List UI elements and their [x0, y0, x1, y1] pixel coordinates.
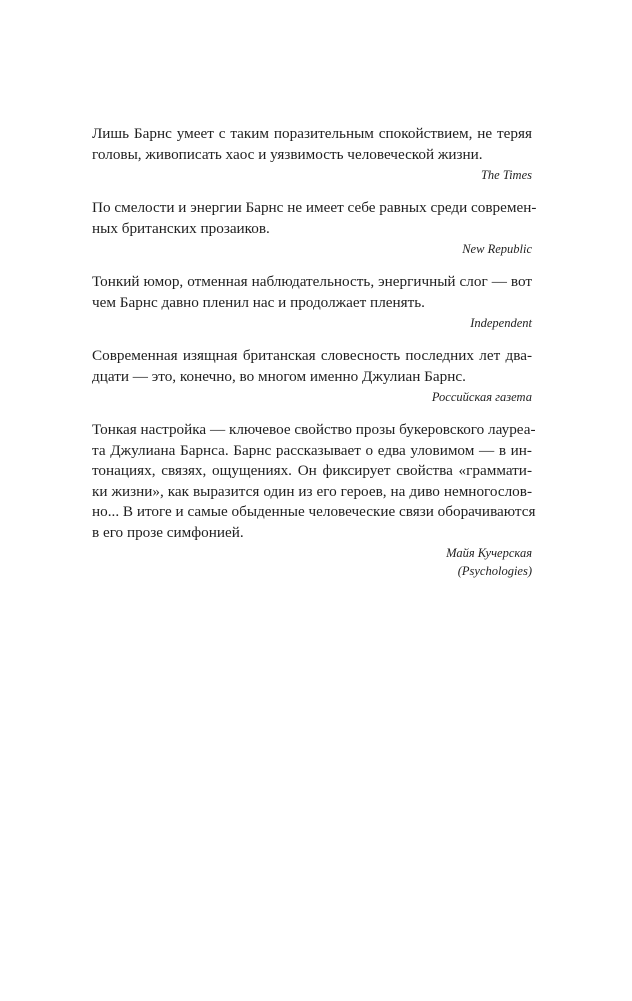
source-line: New Republic: [462, 242, 532, 256]
quote-text: [92, 124, 532, 165]
book-page: [92, 124, 537, 594]
quote-line: Тонкая настройка — ключевое свойство прозы букеровского лауреа-: [92, 421, 536, 438]
quote-line: чем Барнс давно пленил нас и продолжает пленять.: [92, 293, 425, 311]
quote-source: [92, 388, 532, 406]
quote-line: ки жизни», как выразится один из его героев, на диво немногослов-: [92, 482, 532, 500]
quote-text: [92, 346, 532, 387]
review-quote: [92, 420, 536, 580]
quote-line: головы, живописать хаос и уязвимость человеческой жизни.: [92, 145, 483, 163]
review-quote: [92, 346, 532, 406]
source-line: (Psychologies): [457, 564, 532, 578]
quote-text: [92, 198, 537, 239]
review-quote: [92, 272, 532, 332]
quote-source: [92, 544, 532, 580]
source-line: Independent: [470, 316, 532, 330]
quote-line: в его прозе симфонией.: [92, 523, 244, 541]
quote-line: Лишь Барнс умеет с таким поразительным спокойствием, не теряя: [92, 125, 532, 142]
quote-text: [92, 420, 536, 543]
quote-line: Современная изящная британская словесность последних лет два-: [92, 347, 532, 364]
review-quote: [92, 124, 532, 184]
source-line: Российская газета: [431, 390, 532, 404]
quote-source: [92, 240, 532, 258]
quote-source: [92, 314, 532, 332]
quote-line: тонациях, связях, ощущениях. Он фиксирует свойства «граммати-: [92, 462, 532, 479]
quote-line: По смелости и энергии Барнс не имеет себе равных среди современ-: [92, 199, 537, 216]
quote-line: та Джулиана Барнса. Барнс рассказывает о едва уловимом — в ин-: [92, 441, 532, 459]
source-line: The Times: [480, 168, 532, 182]
review-quote: [92, 198, 537, 258]
quote-line: Тонкий юмор, отменная наблюдательность, энергичный слог — вот: [92, 273, 532, 290]
quote-line: но... В итоге и самые обыденные человеческие связи оборачиваются: [92, 503, 536, 520]
quote-source: [92, 166, 532, 184]
quote-line: ных британских прозаиков.: [92, 219, 270, 237]
quote-text: [92, 272, 532, 313]
source-line: Майя Кучерская: [446, 546, 532, 560]
quote-line: дцати — это, конечно, во многом именно Джулиан Барнс.: [92, 367, 466, 385]
